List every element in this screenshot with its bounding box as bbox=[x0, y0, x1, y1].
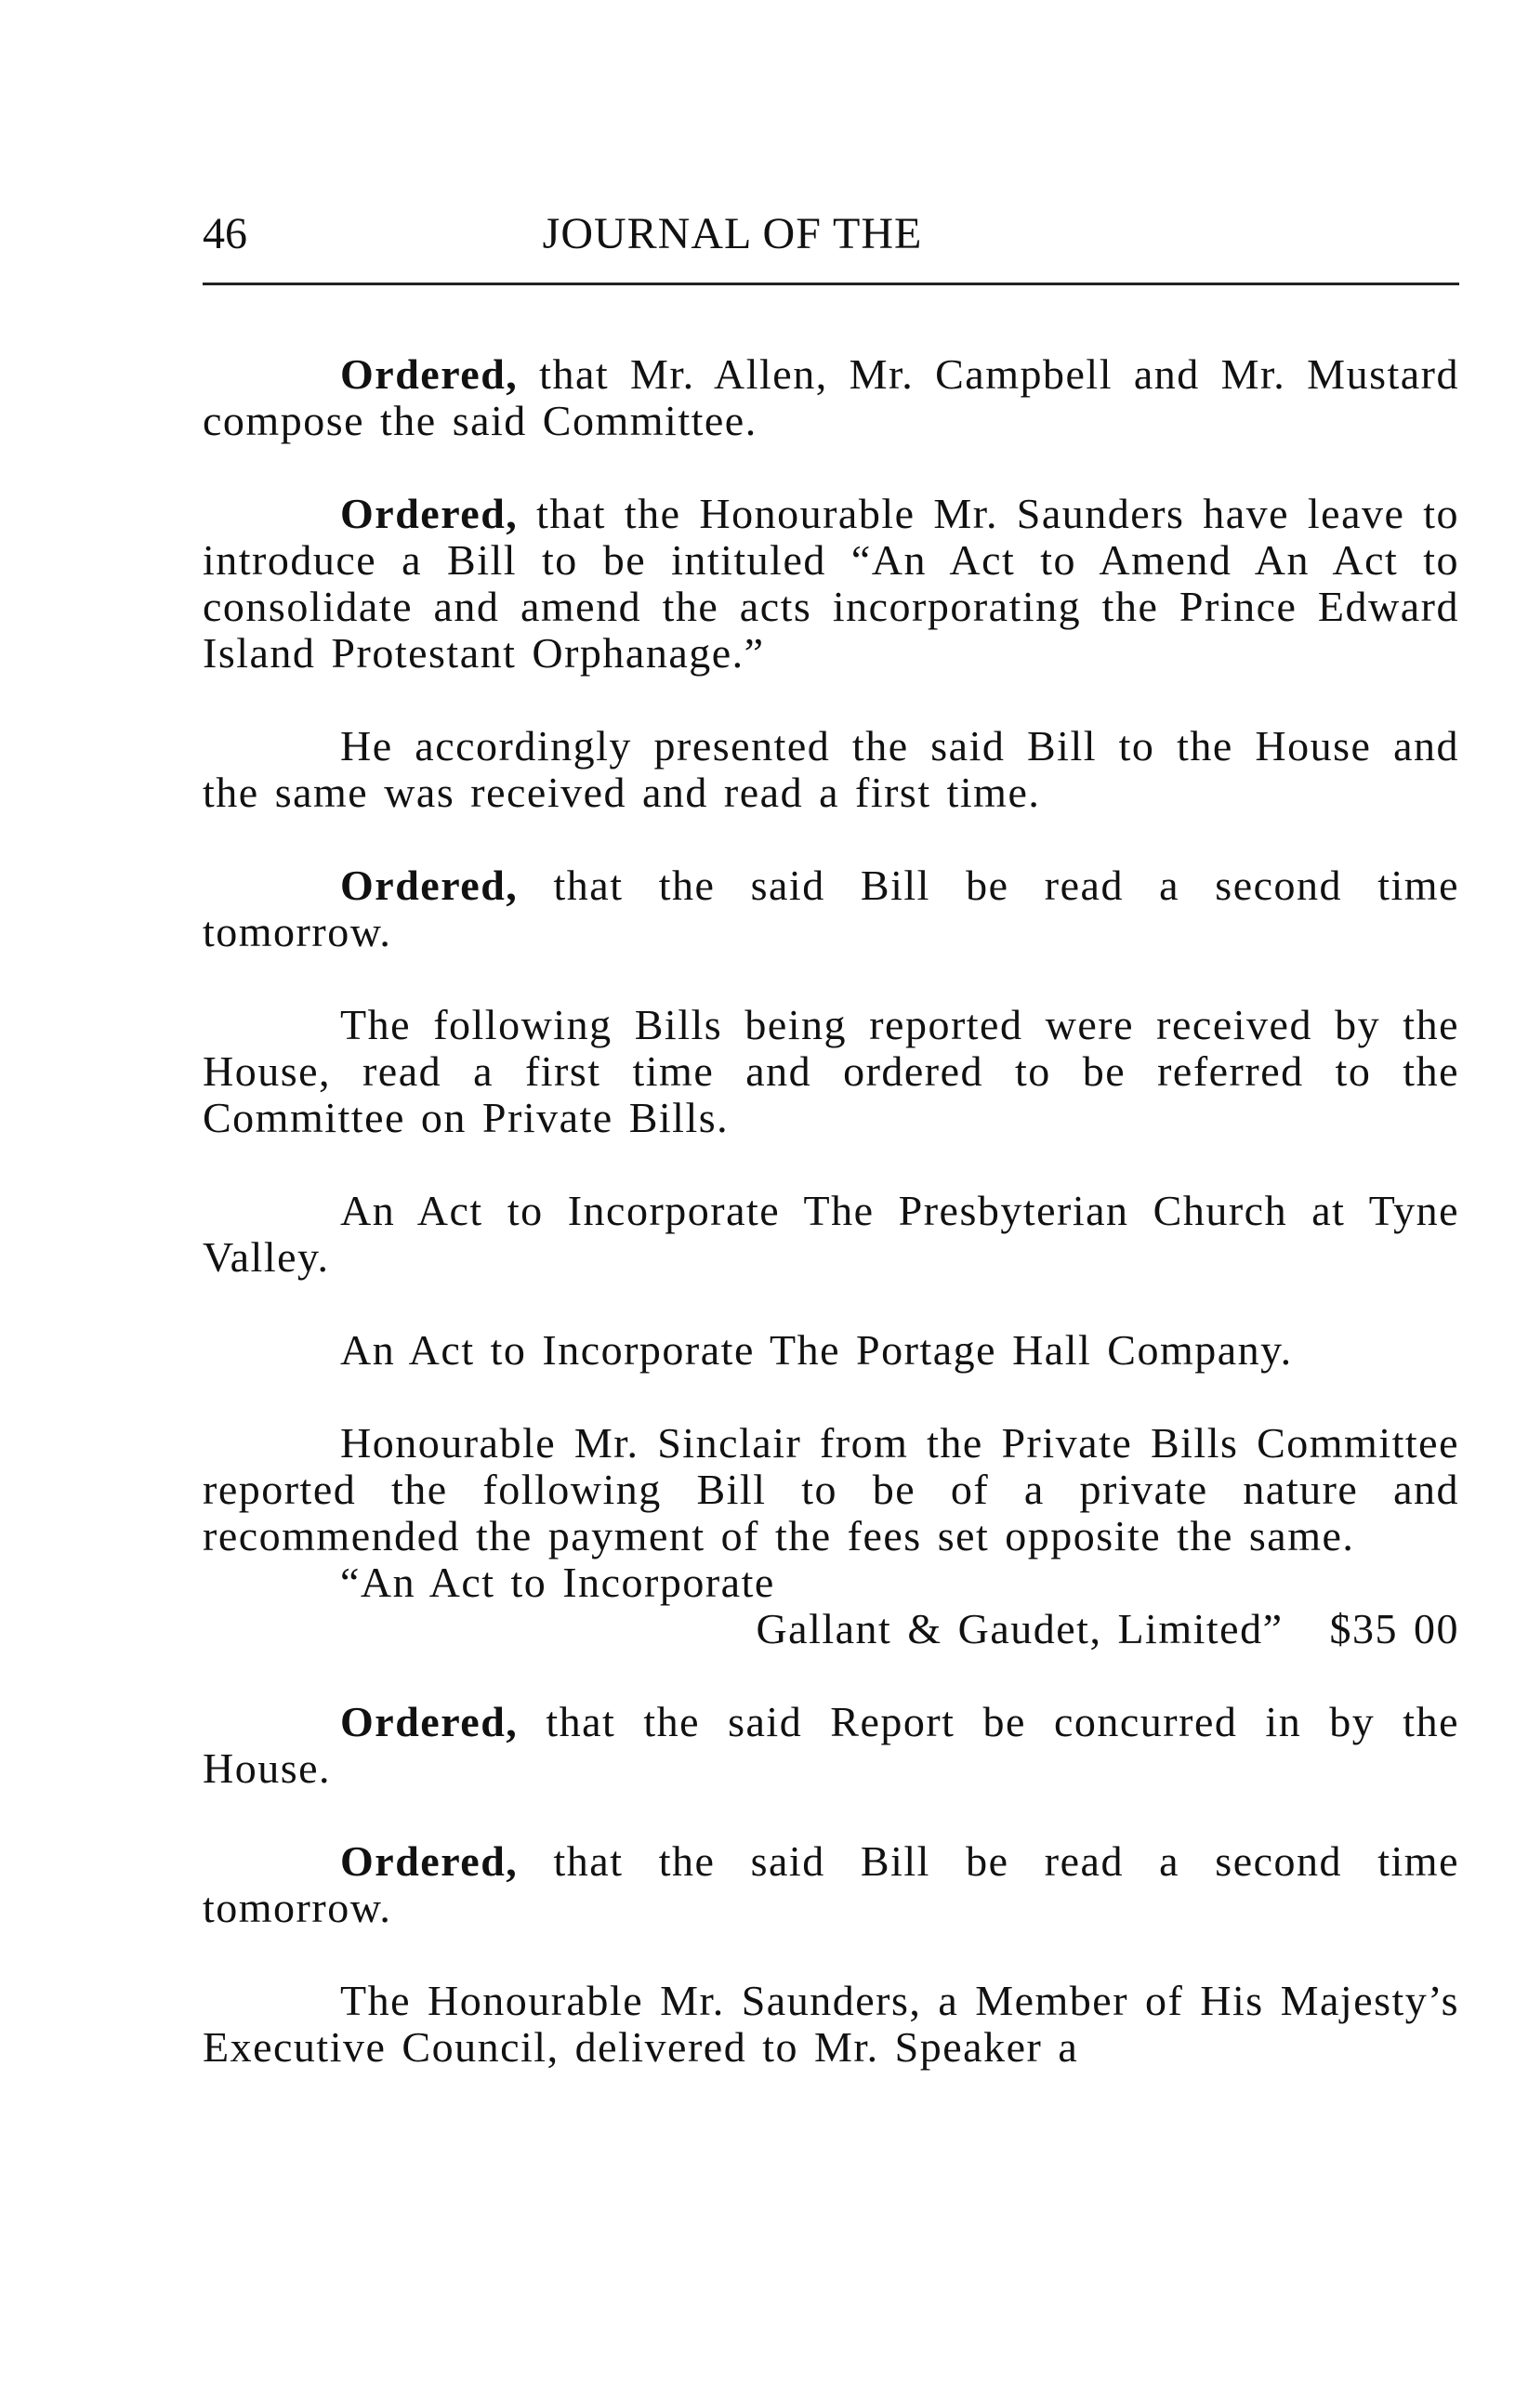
ordered-lead: Ordered, bbox=[340, 1698, 519, 1745]
paragraph-saunders-delivery bbox=[203, 1978, 1459, 2071]
page-header bbox=[203, 206, 1459, 262]
paragraph-ordered-committee bbox=[203, 351, 1459, 444]
journal-body bbox=[203, 351, 1459, 2071]
paragraph-text: that the said Bill be read a second time tomorrow. bbox=[203, 1837, 1459, 1931]
paragraph-text: The following Bills being reported were received by the House, read a first time and ordered to be referred to the Committee on Private Bills. bbox=[203, 1001, 1459, 1141]
fee-bill-name: Gallant & Gaudet, Limited” bbox=[756, 1605, 1284, 1652]
paragraph-ordered-bill-leave bbox=[203, 491, 1459, 677]
paragraph-text: The Honourable Mr. Saunders, a Member of His Majesty’s Executive Council, delivered to Mr. Speaker a bbox=[203, 1977, 1459, 2071]
paragraph-ordered-second-reading-2 bbox=[203, 1838, 1459, 1931]
fee-entry bbox=[203, 1606, 1459, 1652]
paragraph-ordered-second-reading bbox=[203, 862, 1459, 955]
paragraph-ordered-report-concurred bbox=[203, 1699, 1459, 1792]
paragraph-text: An Act to Incorporate The Presbyterian Church at Tyne Valley. bbox=[203, 1187, 1459, 1281]
paragraph-act-presbyterian bbox=[203, 1188, 1459, 1281]
paragraph-text: An Act to Incorporate The Portage Hall Company. bbox=[340, 1326, 1293, 1374]
paragraph-text: that the said Report be concurred in by the House. bbox=[203, 1698, 1459, 1792]
paragraph-text: that the said Bill be read a second time tomorrow. bbox=[203, 862, 1459, 955]
page-number: 46 bbox=[203, 209, 247, 258]
ordered-lead: Ordered, bbox=[340, 350, 519, 398]
ordered-lead: Ordered, bbox=[340, 862, 519, 909]
fee-amount: $35 00 bbox=[1329, 1605, 1459, 1652]
paragraph-text: that the Honourable Mr. Saunders have leave to introduce a Bill to be intituled “An Act to Amend An Act to consolidate and amend the acts incorporating the Prince Edward Island Protestant Orphanage.” bbox=[203, 490, 1459, 677]
header-rule bbox=[203, 283, 1459, 285]
paragraph-bills-reported bbox=[203, 1002, 1459, 1141]
paragraph-text: Honourable Mr. Sinclair from the Private Bills Committee reported the following Bill to be of a private nature and recommended the payment of the fees set opposite the same. bbox=[203, 1419, 1459, 1559]
paragraph-sinclair-report bbox=[203, 1420, 1459, 1559]
fee-bill-title: “An Act to Incorporate bbox=[340, 1559, 775, 1606]
ordered-lead: Ordered, bbox=[340, 1837, 519, 1885]
ordered-lead: Ordered, bbox=[340, 490, 519, 537]
paragraph-text: that Mr. Allen, Mr. Campbell and Mr. Mustard compose the said Committee. bbox=[203, 350, 1459, 444]
paragraph-bill-presented bbox=[203, 723, 1459, 816]
paragraph-act-portage bbox=[203, 1327, 1459, 1374]
paragraph-text: He accordingly presented the said Bill to the House and the same was received and read a first time. bbox=[203, 722, 1459, 816]
running-title: JOURNAL OF THE bbox=[542, 209, 923, 258]
